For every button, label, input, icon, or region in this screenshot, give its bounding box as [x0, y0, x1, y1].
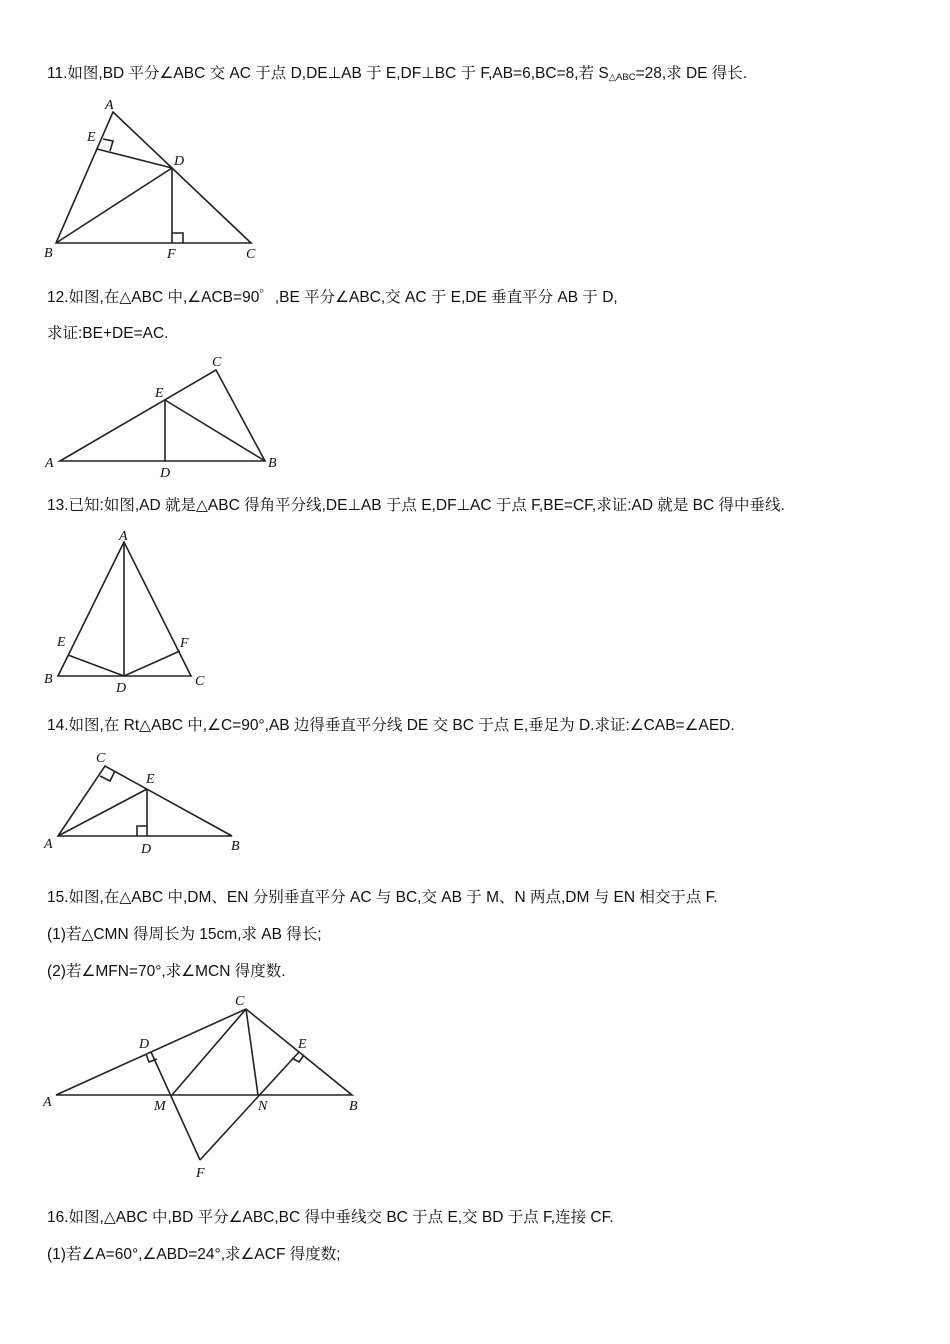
problem-12-prove: 求证:BE+DE=AC. — [47, 325, 169, 342]
label-f: F — [196, 1166, 205, 1181]
label-c: C — [195, 674, 205, 689]
label-c: C — [96, 751, 106, 766]
label-d: D — [160, 466, 171, 481]
label-b: B — [349, 1099, 358, 1114]
label-b: B — [231, 839, 240, 854]
label-a: A — [44, 837, 53, 852]
right-angle-mark-e — [292, 1055, 304, 1062]
problem-11-text: 11.如图,BD 平分∠ABC 交 AC 于点 D,DE⊥AB 于 E,DF⊥BC 于 F,AB=6,BC=8,若 $S_{\triangle ABC}=28$,求 DE 得长. — [47, 65, 748, 83]
label-d: D — [139, 1037, 150, 1052]
label-c: C — [246, 247, 256, 262]
triangle-abc — [56, 1009, 352, 1095]
label-c: C — [235, 994, 245, 1009]
problem-15-text: 15.如图,在△ABC 中,DM、EN 分别垂直平分 AC 与 BC,交 AB 于 M、N 两点,DM 与 EN 相交于点 F. — [47, 889, 718, 906]
problem-15-q1: (1)若△CMN 得周长为 15cm,求 AB 得长; — [47, 926, 322, 943]
label-d: D — [116, 681, 127, 696]
label-c: C — [212, 355, 222, 370]
label-e: E — [155, 386, 164, 401]
segment-ef — [200, 1052, 299, 1160]
label-b: B — [44, 672, 53, 687]
label-e: E — [57, 635, 66, 650]
segment-cn — [246, 1009, 258, 1095]
problem-16-text: 16.如图,△ABC 中,BD 平分∠ABC,BC 得中垂线交 BC 于点 E,交 BD 于点 F,连接 CF. — [47, 1209, 614, 1226]
label-e: E — [298, 1037, 307, 1052]
label-f: F — [180, 636, 189, 651]
problem-12-text: 12.如图,在△ABC 中,∠ACB=90゜,BE 平分∠ABC,交 AC 于 E,DE 垂直平分 AB 于 D, — [47, 289, 618, 306]
label-d: D — [141, 842, 152, 857]
label-a: A — [43, 1095, 52, 1110]
label-b: B — [44, 246, 53, 261]
label-e: E — [87, 130, 96, 145]
label-m: M — [154, 1099, 166, 1114]
label-b: B — [268, 456, 277, 471]
label-a: A — [45, 456, 54, 471]
label-f: F — [167, 247, 176, 262]
label-a: A — [119, 529, 128, 544]
label-a: A — [105, 98, 114, 113]
problem-16-q1: (1)若∠A=60°,∠ABD=24°,求∠ACF 得度数; — [47, 1246, 341, 1263]
label-n: N — [258, 1099, 268, 1114]
problem-13-text: 13.已知:如图,AD 就是△ABC 得角平分线,DE⊥AB 于点 E,DF⊥AC 于点 F,BE=CF,求证:AD 就是 BC 得中垂线. — [47, 497, 785, 514]
label-d: D — [174, 154, 185, 169]
segment-cm — [172, 1009, 246, 1095]
label-e: E — [146, 772, 155, 787]
problem-14-text: 14.如图,在 Rt△ABC 中,∠C=90°,AB 边得垂直平分线 DE 交 BC 于点 E,垂足为 D.求证:∠CAB=∠AED. — [47, 717, 735, 734]
problem-15-q2: (2)若∠MFN=70°,求∠MCN 得度数. — [47, 963, 286, 980]
